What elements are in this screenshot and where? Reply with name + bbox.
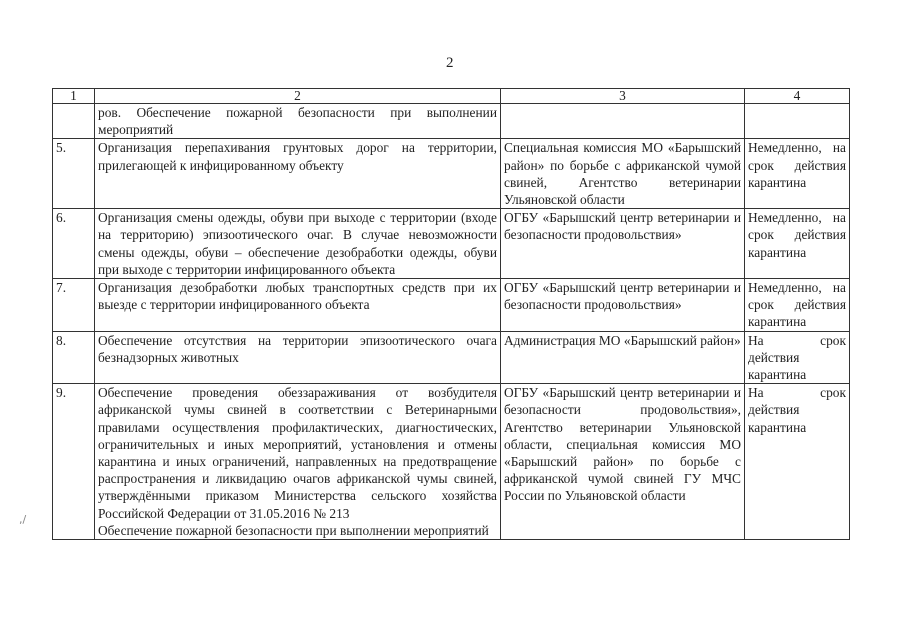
row-number: [53, 104, 95, 139]
measure-cell: [95, 279, 501, 332]
deadline-cell: [745, 104, 850, 139]
measure-text: Организация перепахивания грунтовых дорог на территории, прилегающей к инфицированному объекту: [98, 140, 497, 173]
deadline-cell: На срок действия карантина: [745, 331, 850, 384]
scan-mark: ,/: [19, 513, 27, 526]
row-number: 7.: [53, 279, 95, 332]
measure-cell: [95, 331, 501, 384]
page-number: 2: [446, 55, 454, 71]
measure-text: Организация смены одежды, обуви при выходе с территории (входе на территорию) эпизоотического очаг. В случае невозможности смены одежды, обуви – обеспечение дезобработки одежды, обуви при выходе с территории инфицированного объекта: [98, 210, 497, 277]
measure-text: Организация дезобработки любых транспортных средств при их выезде с территории инфицированного объекта: [98, 280, 497, 313]
column-header: 1: [53, 89, 95, 104]
row-number: 8.: [53, 331, 95, 384]
measure-cell: [95, 384, 501, 540]
table-header-row: [53, 89, 850, 104]
responsible-cell: Специальная комиссия МО «Барышский район» по борьбе с африканской чумой свиней, Агентство ветеринарии Ульяновской области: [501, 139, 745, 209]
deadline-cell: На срок действия карантина: [745, 384, 850, 540]
measures-table: [52, 88, 850, 540]
responsible-cell: ОГБУ «Барышский центр ветеринарии и безопасности продовольствия»: [501, 209, 745, 279]
table-row: [53, 139, 850, 209]
column-header: 4: [745, 89, 850, 104]
responsible-cell: ОГБУ «Барышский центр ветеринарии и безопасности продовольствия»: [501, 279, 745, 332]
measure-cell: [95, 139, 501, 209]
responsible-cell: Администрация МО «Барышский район»: [501, 331, 745, 384]
deadline-cell: Немедленно, на срок действия карантина: [745, 279, 850, 332]
responsible-cell: [501, 104, 745, 139]
measure-cell: [95, 104, 501, 139]
measure-cell: [95, 209, 501, 279]
row-number: 5.: [53, 139, 95, 209]
table-row: [53, 384, 850, 540]
responsible-cell: ОГБУ «Барышский центр ветеринарии и безопасности продовольствия», Агентство ветеринарии Ульяновской области, специальная комиссия МО «Барышский район» по борьбе с африканской чумой свиней ГУ МЧС России по Ульяновской области: [501, 384, 745, 540]
measure-text: Обеспечение пожарной безопасности при выполнении мероприятий: [98, 522, 489, 538]
deadline-cell: Немедленно, на срок действия карантина: [745, 209, 850, 279]
column-header: 2: [95, 89, 501, 104]
deadline-cell: Немедленно, на срок действия карантина: [745, 139, 850, 209]
table-row: [53, 104, 850, 139]
measure-text: ров. Обеспечение пожарной безопасности при выполнении мероприятий: [98, 105, 497, 138]
table-row: [53, 331, 850, 384]
row-number: 6.: [53, 209, 95, 279]
table-row: [53, 209, 850, 279]
measure-text: Обеспечение отсутствия на территории эпизоотического очага безнадзорных животных: [98, 332, 497, 365]
table-row: [53, 279, 850, 332]
measure-text: Обеспечение проведения обеззараживания от возбудителя африканской чумы свиней в соответствии с Ветеринарными правилами осуществления профилактических, диагностических, ограничительных и иных мероприятий, установления и отмены карантина и иных ограничений, направленных на предотвращение распространения и ликвидацию очагов африканской чумы свиней, утверждёнными приказом Министерства сельского хозяйства Российской Федерации от 31.05.2016 № 213: [98, 385, 497, 521]
column-header: 3: [501, 89, 745, 104]
row-number: 9.: [53, 384, 95, 540]
